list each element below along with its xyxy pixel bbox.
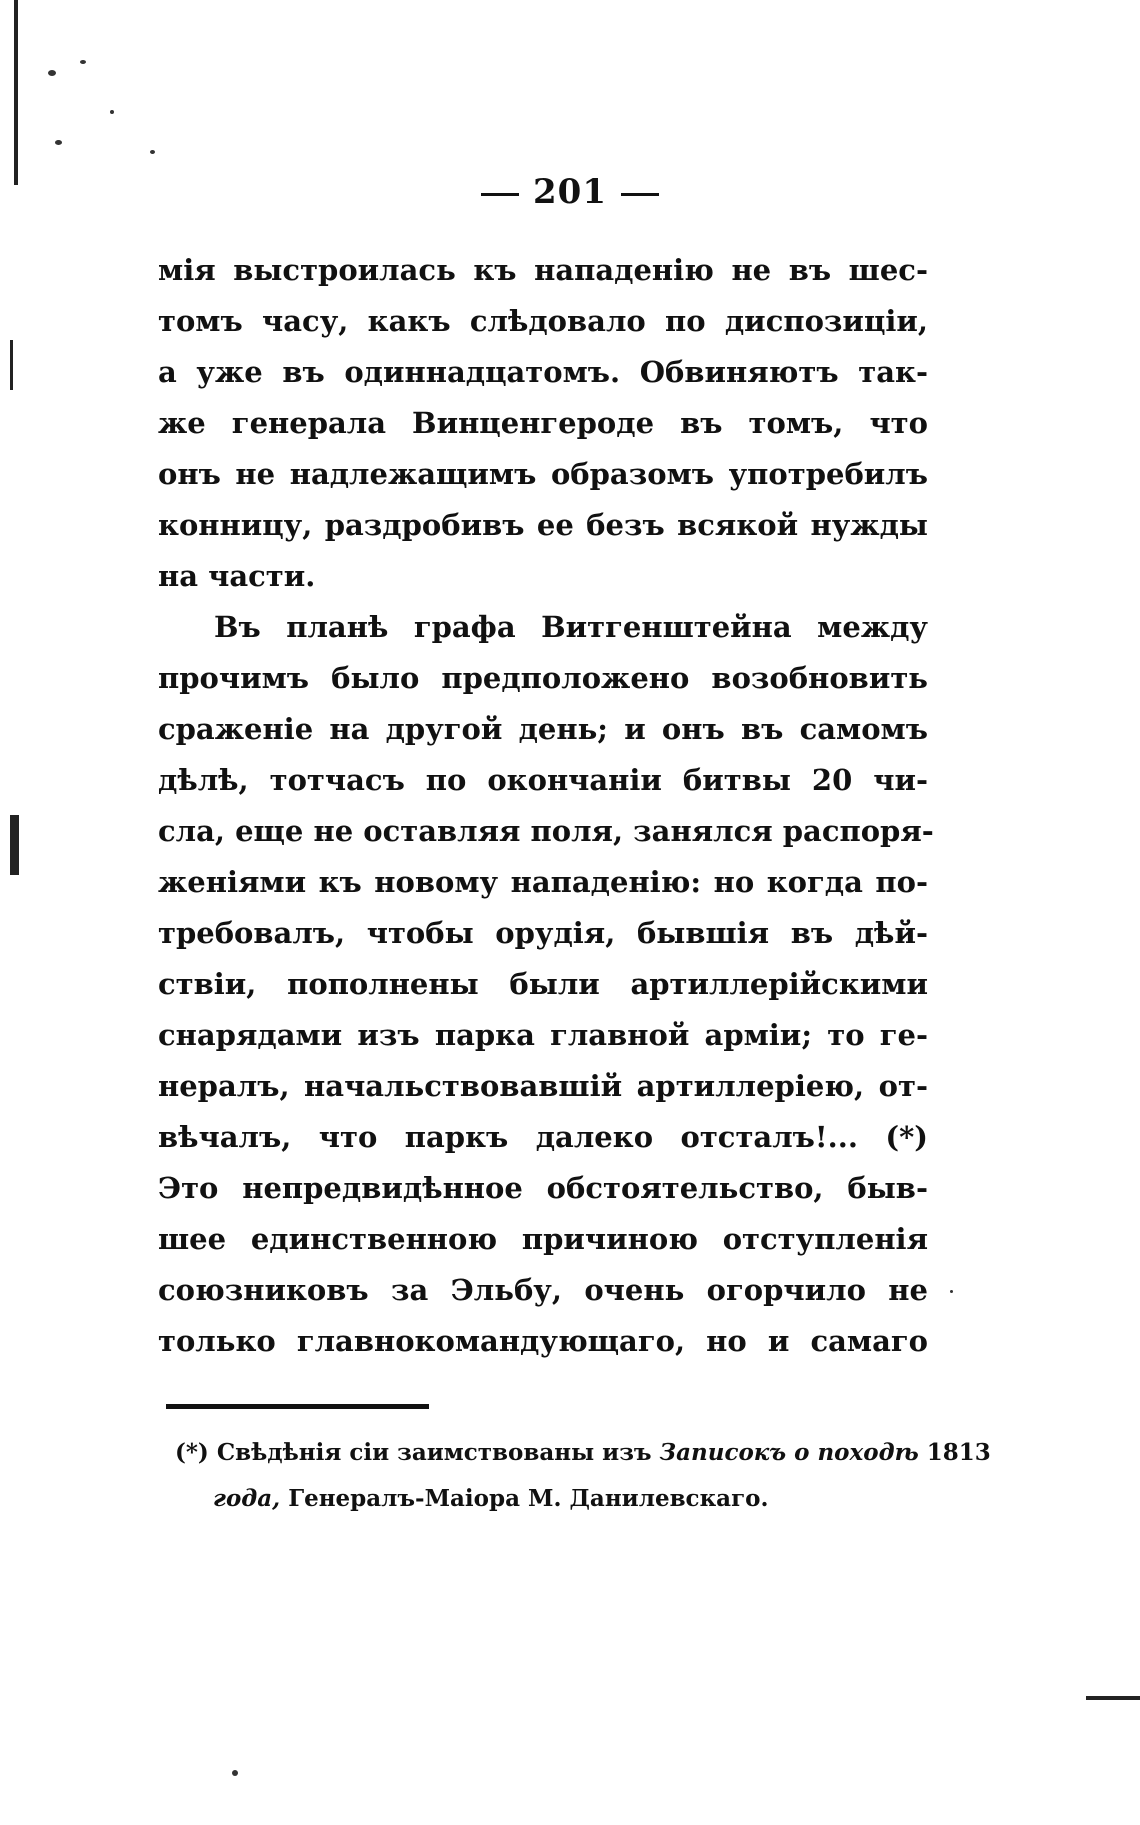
scan-edge-mark (1086, 1696, 1140, 1700)
text-line: вѣчалъ, что паркъ далеко отсталъ!... (*) (158, 1120, 928, 1154)
scan-speck (150, 150, 155, 154)
footnote-divider (166, 1404, 429, 1409)
text-line: нералъ, начальствовавшій артиллеріею, от- (158, 1069, 928, 1103)
text-line: мія выстроилась къ нападенію не въ шес- (158, 253, 928, 287)
text-line: женіями къ новому нападенію: но когда по- (158, 865, 928, 899)
page-number-left-dash (481, 193, 519, 196)
scan-speck (232, 1770, 238, 1776)
text-line: сла, еще не оставляя поля, занялся распоря- (158, 814, 934, 848)
page-number-right-dash (621, 193, 659, 196)
page-number (0, 172, 1140, 212)
text-line: а уже въ одиннадцатомъ. Обвиняютъ так- (158, 355, 928, 389)
text-line: требовалъ, чтобы орудія, бывшія въ дѣй- (158, 916, 928, 950)
scan-speck (110, 110, 114, 114)
text-line: шее единственною причиною отступленія (158, 1222, 928, 1256)
text-line: союзниковъ за Эльбу, очень огорчило не (158, 1273, 928, 1307)
text-line: томъ часу, какъ слѣдовало по диспозиціи, (158, 304, 928, 338)
footnote-line-2 (175, 1476, 935, 1522)
text-line: онъ не надлежащимъ образомъ употребилъ (158, 457, 928, 491)
footnote-line-1 (175, 1430, 991, 1476)
scan-edge-mark (14, 0, 18, 185)
scan-speck (55, 140, 62, 145)
footnote-marker: (*) (175, 1439, 209, 1466)
footnote-italic-cont: года, (213, 1485, 281, 1512)
scan-speck (80, 60, 86, 64)
footnote (175, 1430, 991, 1522)
page-number-value: 201 (533, 172, 607, 212)
scan-edge-mark (10, 815, 19, 875)
scan-edge-mark (10, 340, 13, 390)
text-line-paragraph-end: на части. (158, 559, 316, 593)
text-line: Это непредвидѣнное обстоятельство, быв- (158, 1171, 928, 1205)
footnote-year: 1813 (926, 1439, 991, 1466)
footnote-italic-title: Записокъ о походѣ (659, 1439, 919, 1466)
text-line: конницу, раздробивъ ее безъ всякой нужды (158, 508, 928, 542)
scan-speck (48, 70, 56, 76)
text-line: прочимъ было предположено возобновить (158, 661, 928, 695)
footnote-text-before: Свѣдѣнія сіи заимствованы изъ (216, 1439, 652, 1466)
text-line: только главнокомандующаго, но и самаго (158, 1324, 928, 1358)
text-line-paragraph-start: Въ планѣ графа Витгенштейна между (214, 610, 928, 644)
text-line: снарядами изъ парка главной арміи; то ге- (158, 1018, 928, 1052)
footnote-text-after: Генералъ-Маіора М. Данилевскаго. (288, 1485, 769, 1512)
text-line: дѣлѣ, тотчасъ по окончаніи битвы 20 чи- (158, 763, 928, 797)
main-text (158, 245, 934, 1367)
text-line: сраженіе на другой день; и онъ въ самомъ (158, 712, 928, 746)
scan-speck (950, 1290, 953, 1293)
text-line: ствіи, пополнены были артиллерійскими (158, 967, 928, 1001)
text-line: же генерала Винценгероде въ томъ, что (158, 406, 928, 440)
